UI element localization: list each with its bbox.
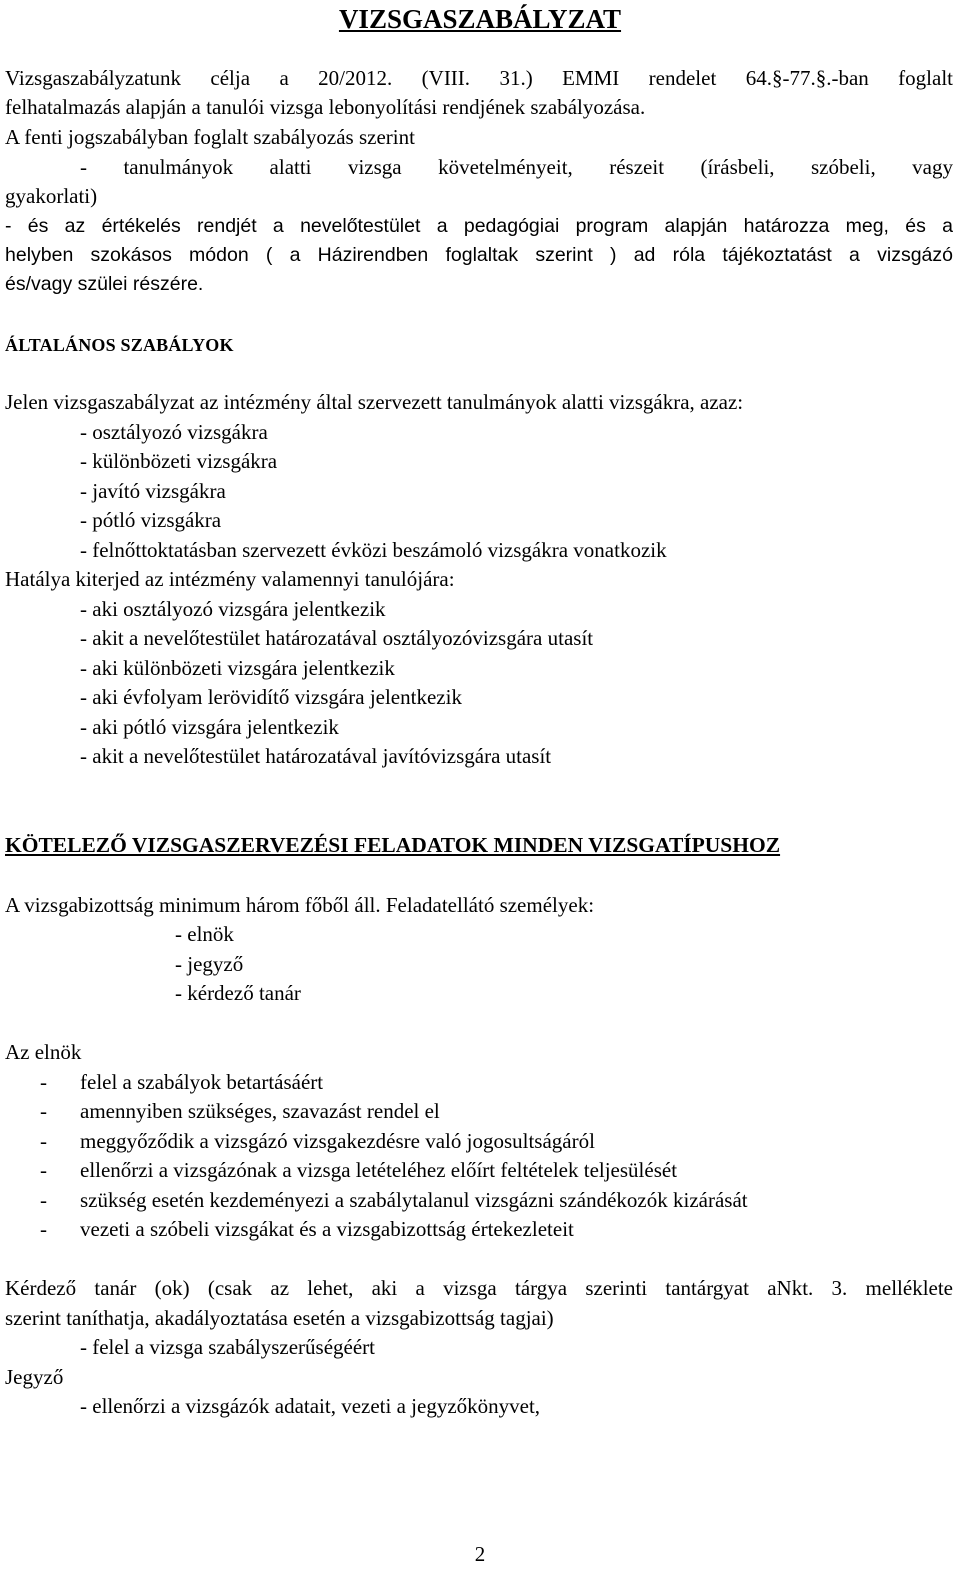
list-dash: - (40, 1158, 47, 1182)
document-title: VIZSGASZABÁLYZAT (338, 4, 622, 34)
applies-item: - aki pótló vizsgára jelentkezik (80, 715, 339, 739)
exam-type-item: - pótló vizsgákra (80, 508, 222, 532)
list-dash: - (40, 1099, 47, 1123)
applies-item: - aki különbözeti vizsgára jelentkezik (80, 656, 395, 680)
intro-line-1: Vizsgaszabályzatunk célja a 20/2012. (VIII. 31.) EMMI rendelet 64.§-77.§.-ban foglalt (5, 66, 953, 90)
recorder-label: Jegyző (5, 1365, 64, 1389)
list-dash: - (40, 1188, 47, 1212)
chair-duty: felel a szabályok betartásáért (80, 1070, 324, 1094)
intro-line-2: felhatalmazás alapján a tanulói vizsga lebonyolítási rendjének szabályozása. (5, 95, 646, 119)
mandatory-heading: KÖTELEZŐ VIZSGASZERVEZÉSI FELADATOK MINDEN VIZSGATÍPUSHOZ (5, 833, 781, 857)
examiner-line-2: szerint taníthatja, akadályoztatása esetén a vizsgabizottság tagjai) (5, 1306, 554, 1330)
list-dash: - (40, 1217, 47, 1241)
scope-intro: Jelen vizsgaszabályzat az intézmény által szervezett tanulmányok alatti vizsgákra, azaz: (5, 390, 744, 414)
list-dash: - (40, 1129, 47, 1153)
page-number: 2 (474, 1542, 486, 1566)
exam-type-item: - felnőttoktatásban szervezett évközi beszámoló vizsgákra vonatkozik (80, 538, 667, 562)
intro-line-4: - tanulmányok alatti vizsga követelményeit, részeit (írásbeli, szóbeli, vagy (80, 155, 953, 179)
intro-line-6: - és az értékelés rendjét a nevelőtestület a pedagógiai program alapján határozza meg, és a (5, 215, 953, 237)
intro-line-8: és/vagy szülei részére. (5, 273, 204, 295)
applies-item: - aki osztályozó vizsgára jelentkezik (80, 597, 386, 621)
recorder-duty: - ellenőrzi a vizsgázók adatait, vezeti a jegyzőkönyvet, (80, 1394, 541, 1418)
chair-label: Az elnök (5, 1040, 82, 1064)
chair-duty: meggyőződik a vizsgázó vizsgakezdésre való jogosultságáról (80, 1129, 595, 1153)
chair-duty: ellenőrzi a vizsgázónak a vizsga letételéhez előírt feltételek teljesülését (80, 1158, 678, 1182)
intro-line-5: gyakorlati) (5, 184, 98, 208)
examiner-line-1: Kérdező tanár (ok) (csak az lehet, aki a vizsga tárgya szerinti tantárgyat aNkt. 3. melléklete (5, 1276, 953, 1300)
chair-duty: szükség esetén kezdeményezi a szabálytalanul vizsgázni szándékozók kizárását (80, 1188, 748, 1212)
role-item: - kérdező tanár (175, 981, 301, 1005)
examiner-duty: - felel a vizsga szabályszerűségéért (80, 1335, 376, 1359)
chair-duty: vezeti a szóbeli vizsgákat és a vizsgabizottság értekezleteit (80, 1217, 574, 1241)
applies-item: - aki évfolyam lerövidítő vizsgára jelentkezik (80, 685, 462, 709)
exam-type-item: - osztályozó vizsgákra (80, 420, 268, 444)
general-heading: ÁLTALÁNOS SZABÁLYOK (5, 335, 234, 355)
role-item: - elnök (175, 922, 234, 946)
applies-item: - akit a nevelőtestület határozatával javítóvizsgára utasít (80, 744, 552, 768)
applies-item: - akit a nevelőtestület határozatával osztályozóvizsgára utasít (80, 626, 594, 650)
applies-intro: Hatálya kiterjed az intézmény valamennyi tanulójára: (5, 567, 455, 591)
exam-type-item: - javító vizsgákra (80, 479, 226, 503)
list-dash: - (40, 1070, 47, 1094)
role-item: - jegyző (175, 952, 244, 976)
intro-line-7: helyben szokásos módon ( a Házirendben foglaltak szerint ) ad róla tájékoztatást a vizsgázó (5, 244, 953, 266)
committee-intro: A vizsgabizottság minimum három főből áll. Feladatellátó személyek: (5, 893, 595, 917)
chair-duty: amennyiben szükséges, szavazást rendel el (80, 1099, 440, 1123)
exam-type-item: - különbözeti vizsgákra (80, 449, 278, 473)
intro-line-3: A fenti jogszabályban foglalt szabályozás szerint (5, 125, 415, 149)
